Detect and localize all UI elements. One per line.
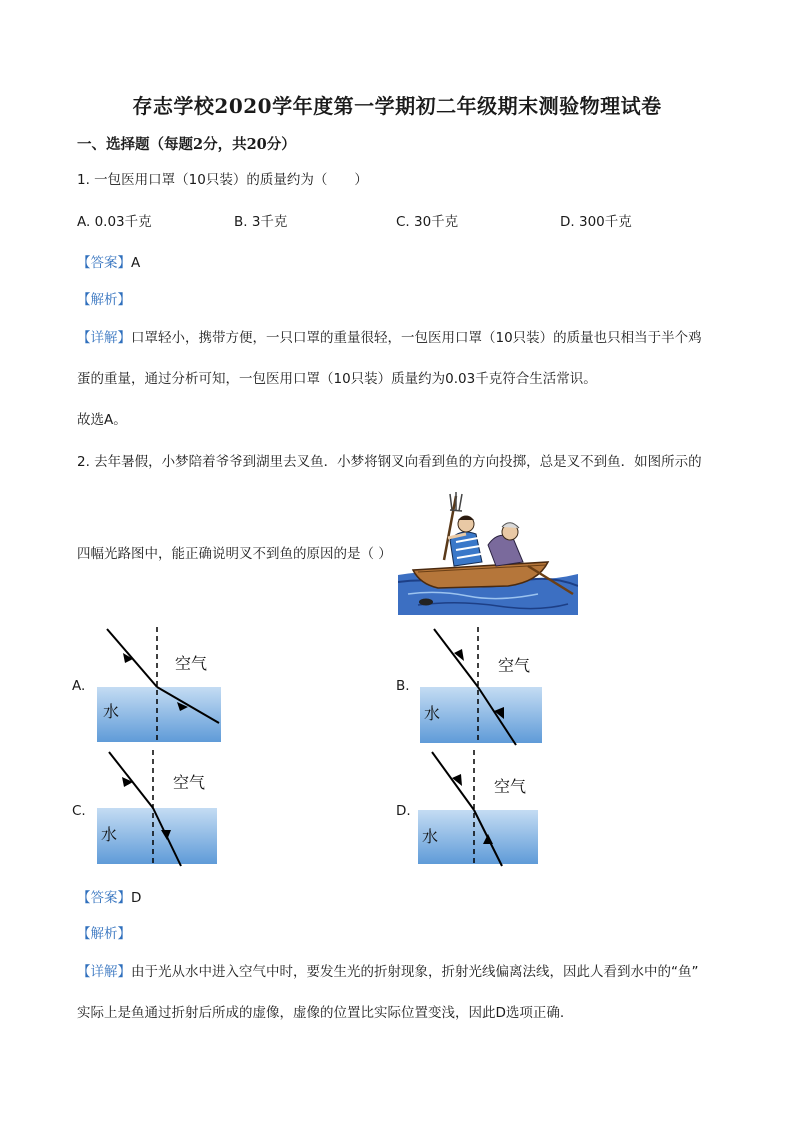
detail-tag: 【详解】 xyxy=(77,330,131,346)
air-label: 空气 xyxy=(498,656,531,675)
q2-analysis-tag: 【解析】 xyxy=(77,926,131,942)
q2-option-b-label: B. xyxy=(396,678,410,694)
q2-detail-line2: 实际上是鱼通过折射后所成的虚像，虚像的位置比实际位置变浅，因此D选项正确. xyxy=(77,1005,565,1021)
q1-analysis-tag: 【解析】 xyxy=(77,292,131,308)
q1-conclusion: 故选A。 xyxy=(77,412,127,428)
q2-option-a-label: A. xyxy=(72,678,86,694)
q1-detail-line2: 蛋的重量，通过分析可知，一包医用口罩（10只装）质量约为0.03千克符合生活常识。 xyxy=(77,371,597,387)
q2-option-c-label: C. xyxy=(72,803,86,819)
diagram-d xyxy=(416,748,542,868)
water-label: 水 xyxy=(422,827,439,846)
q1-stem: 1. 一包医用口罩（10只装）的质量约为（ ） xyxy=(77,172,368,188)
air-ray xyxy=(432,752,474,810)
q1-option-c: C. 30千克 xyxy=(396,214,459,230)
detail-text: 由于光从水中进入空气中时，要发生光的折射现象，折射光线偏离法线，因此人看到水中的“鱼” xyxy=(131,964,699,980)
page-title: 存志学校2020学年度第一学期初二年级期末测验物理试卷 xyxy=(132,94,662,118)
q1-detail-line1 xyxy=(77,326,702,346)
arrow-icon xyxy=(122,777,133,787)
q1-option-b: B. 3千克 xyxy=(234,214,288,230)
q1-answer xyxy=(77,251,140,271)
incident-ray xyxy=(107,629,157,687)
water-label: 水 xyxy=(424,704,441,723)
answer-tag: 【答案】 xyxy=(77,890,131,906)
air-label: 空气 xyxy=(173,773,206,792)
q2-answer xyxy=(77,886,141,906)
water-label: 水 xyxy=(103,702,120,721)
answer-value: A xyxy=(131,255,141,271)
air-label: 空气 xyxy=(494,777,527,796)
q2-stem-line1: 2. 去年暑假，小梦陪着爷爷到湖里去叉鱼．小梦将钢叉向看到鱼的方向投掷，总是叉不到鱼．如图所示的 xyxy=(77,454,702,470)
arrow-icon xyxy=(454,649,464,661)
detail-text: 口罩轻小，携带方便，一只口罩的重量很轻，一包医用口罩（10只装）的质量也只相当于半个鸡 xyxy=(131,330,702,346)
answer-value: D xyxy=(131,890,142,906)
section-heading: 一、选择题（每题2分，共20分） xyxy=(77,136,296,153)
diagram-a xyxy=(95,625,225,745)
air-ray xyxy=(434,629,478,687)
diagram-b xyxy=(418,625,548,747)
incident-ray xyxy=(109,752,153,808)
q2-stem-line2: 四幅光路图中，能正确说明叉不到鱼的原因的是（ ） xyxy=(77,546,392,562)
q1-option-a: A. 0.03千克 xyxy=(77,214,152,230)
fishing-illustration xyxy=(398,490,578,615)
air-label: 空气 xyxy=(175,654,208,673)
q2-detail-line1 xyxy=(77,960,699,980)
q1-option-d: D. 300千克 xyxy=(560,214,632,230)
q2-option-d-label: D. xyxy=(396,803,411,819)
diagram-c xyxy=(95,748,221,868)
detail-tag: 【详解】 xyxy=(77,964,131,980)
water-label: 水 xyxy=(101,825,118,844)
answer-tag: 【答案】 xyxy=(77,255,131,271)
